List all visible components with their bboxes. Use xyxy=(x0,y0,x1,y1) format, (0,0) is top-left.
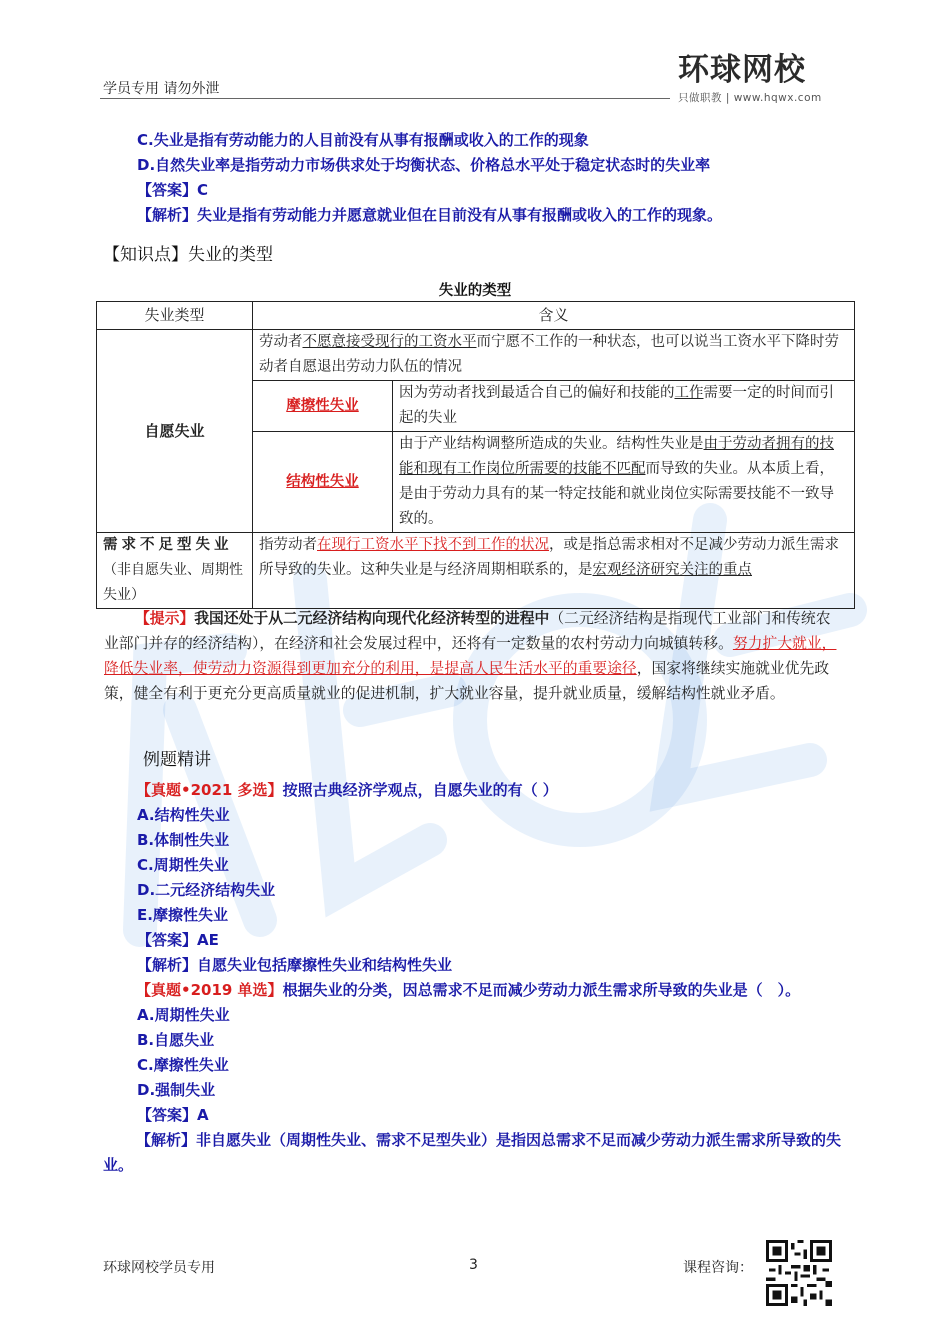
unemployment-types-table xyxy=(96,301,855,609)
q2-stem: 根据失业的分类，因总需求不足而减少劳动力派生需求所导致的失业是（ ）。 xyxy=(282,981,801,999)
structural-name-cell xyxy=(253,432,393,533)
section-title: 【知识点】失业的类型 xyxy=(103,245,273,265)
voluntary-desc-cell xyxy=(253,330,855,381)
q1-option-d: D.二元经济结构失业 xyxy=(137,881,276,899)
q2-option-d: D.强制失业 xyxy=(137,1081,216,1099)
q2-stem-line xyxy=(103,978,843,1003)
voluntary-desc-p1: 劳动者 xyxy=(259,334,303,350)
q1-answer-value: AE xyxy=(197,931,219,949)
voluntary-type-cell: 自愿失业 xyxy=(97,330,253,533)
q1-option-b: B.体制性失业 xyxy=(137,831,230,849)
tip-label: 【提示】 xyxy=(135,610,195,627)
footer-consult: 课程咨询： xyxy=(683,1260,753,1276)
prev-answer xyxy=(137,178,208,203)
examples-title: 例题精讲 xyxy=(143,750,211,770)
frictional-name: 摩擦性失业 xyxy=(286,397,359,414)
page-number: 3 xyxy=(469,1257,478,1273)
table-row xyxy=(97,330,855,381)
structural-desc-cell xyxy=(393,432,855,533)
voluntary-desc-underline: 不愿意接受现行的工资水平 xyxy=(302,334,477,350)
tip-text2: ，国家将继续实施就业优先政策，健全有利于更充分更高质量就业的促进机制，扩大就业容量，提升就业质量，缓解结构性就业矛盾。 xyxy=(104,660,830,702)
prev-analysis-text: 失业是指有劳动能力并愿意就业但在目前没有从事有报酬或收入的工作的现象。 xyxy=(197,206,723,224)
demand-type-note: （非自愿失业、周期性失业） xyxy=(103,562,243,603)
demand-desc-p2: ，或是指总需求相对不足减少劳动力派生需求所导致的失业。这种失业是与经济周期相联系的，是 xyxy=(259,537,839,578)
tip-text1: （二元经济结构是指现代工业部门和传统农业部门并存的经济结构），在经济和社会发展过程中，还将有一定数量的农村劳动力向城镇转移。 xyxy=(104,610,831,652)
tip-red: 努力扩大就业，降低失业率，使劳动力资源得到更加充分的利用，是提高人民生活水平的重要途径 xyxy=(104,635,837,677)
demand-desc-cell xyxy=(253,533,855,609)
structural-desc-underline: 由于劳动者拥有的技能和现有工作岗位所需要的技能不匹配 xyxy=(399,436,834,477)
q2-analysis xyxy=(103,1128,843,1178)
footer-left: 环球网校学员专用 xyxy=(103,1260,215,1276)
frictional-desc-p2: 需要一定的时间而引起的失业 xyxy=(399,385,834,426)
qr-code-icon[interactable] xyxy=(766,1240,832,1306)
q1-option-c: C.周期性失业 xyxy=(137,856,229,874)
frictional-desc-p1: 因为劳动者找到最适合自己的偏好和技能的 xyxy=(399,385,675,401)
prev-option-d: D.自然失业率是指劳动力市场供求处于均衡状态、价格总水平处于稳定状态时的失业率 xyxy=(137,156,711,174)
demand-desc-underline: 宏观经济研究关注的重点 xyxy=(592,562,752,578)
demand-desc-red: 在现行工资水平下找不到工作的状况 xyxy=(317,537,549,553)
logo-text: 环球网校 xyxy=(678,52,806,88)
structural-desc-p2: 而导致的失业。从本质上看，是由于劳动力具有的某一特定技能和就业岗位实际需要技能不一致导致的。 xyxy=(399,461,834,527)
q2-option-a: A.周期性失业 xyxy=(137,1006,230,1024)
logo-subtitle: 只做职教 | www.hqwx.com xyxy=(678,92,822,104)
q1-analysis-label: 【解析】 xyxy=(137,956,198,974)
q1-tag: 【真题•2021 多选】 xyxy=(136,781,283,799)
q2-answer-label: 【答案】 xyxy=(137,1106,198,1124)
q1-option-a: A.结构性失业 xyxy=(137,806,230,824)
header-type: 失业类型 xyxy=(97,302,253,330)
q1-analysis-text: 自愿失业包括摩擦性失业和结构性失业 xyxy=(197,956,453,974)
q1-stem: 按照古典经济学观点，自愿失业的有（ ） xyxy=(282,781,558,799)
q2-analysis-label: 【解析】 xyxy=(136,1131,197,1149)
q2-answer xyxy=(137,1103,877,1128)
brand-logo xyxy=(678,52,848,112)
q2-analysis-text: 非自愿失业（周期性失业、需求不足型失业）是指因总需求不足而减少劳动力派生需求所导致的失业。 xyxy=(103,1131,842,1174)
q2-option-b: B.自愿失业 xyxy=(137,1031,215,1049)
table-row xyxy=(97,533,855,609)
frictional-desc-underline: 工作 xyxy=(674,385,704,401)
header-meaning: 含义 xyxy=(253,302,855,330)
table-header-row xyxy=(97,302,855,330)
structural-name: 结构性失业 xyxy=(286,473,359,490)
demand-desc-p1: 指劳动者 xyxy=(259,537,317,553)
demand-type-name: 需求不足型失业 xyxy=(103,537,233,553)
q1-analysis xyxy=(137,953,877,978)
frictional-name-cell xyxy=(253,381,393,432)
header-divider xyxy=(100,98,670,99)
q1-stem-line xyxy=(103,778,843,803)
q1-answer-label: 【答案】 xyxy=(137,931,198,949)
voluntary-desc-p2: 而宁愿不工作的一种状态，也可以说当工资水平下降时劳动者自愿退出劳动力队伍的情况 xyxy=(259,334,839,375)
q1-option-e: E.摩擦性失业 xyxy=(137,906,228,924)
q2-tag: 【真题•2019 单选】 xyxy=(136,981,283,999)
prev-analysis xyxy=(137,203,722,228)
q1-answer xyxy=(137,928,877,953)
demand-type-cell xyxy=(97,533,253,609)
tip-paragraph xyxy=(104,606,844,706)
prev-analysis-label: 【解析】 xyxy=(137,206,198,224)
prev-option-c: C.失业是指有劳动能力的人目前没有从事有报酬或收入的工作的现象 xyxy=(137,131,589,149)
table-caption: 失业的类型 xyxy=(438,283,512,299)
prev-answer-label: 【答案】 xyxy=(137,181,198,199)
frictional-desc-cell xyxy=(393,381,855,432)
q2-option-c: C.摩擦性失业 xyxy=(137,1056,229,1074)
tip-bold: 我国还处于从二元经济结构向现代化经济转型的进程中 xyxy=(194,610,550,627)
q2-answer-value: A xyxy=(197,1106,209,1124)
structural-desc-p1: 由于产业结构调整所造成的失业。结构性失业是 xyxy=(399,436,704,452)
prev-answer-value: C xyxy=(197,181,209,199)
header-confidential: 学员专用 请勿外泄 xyxy=(103,81,220,97)
